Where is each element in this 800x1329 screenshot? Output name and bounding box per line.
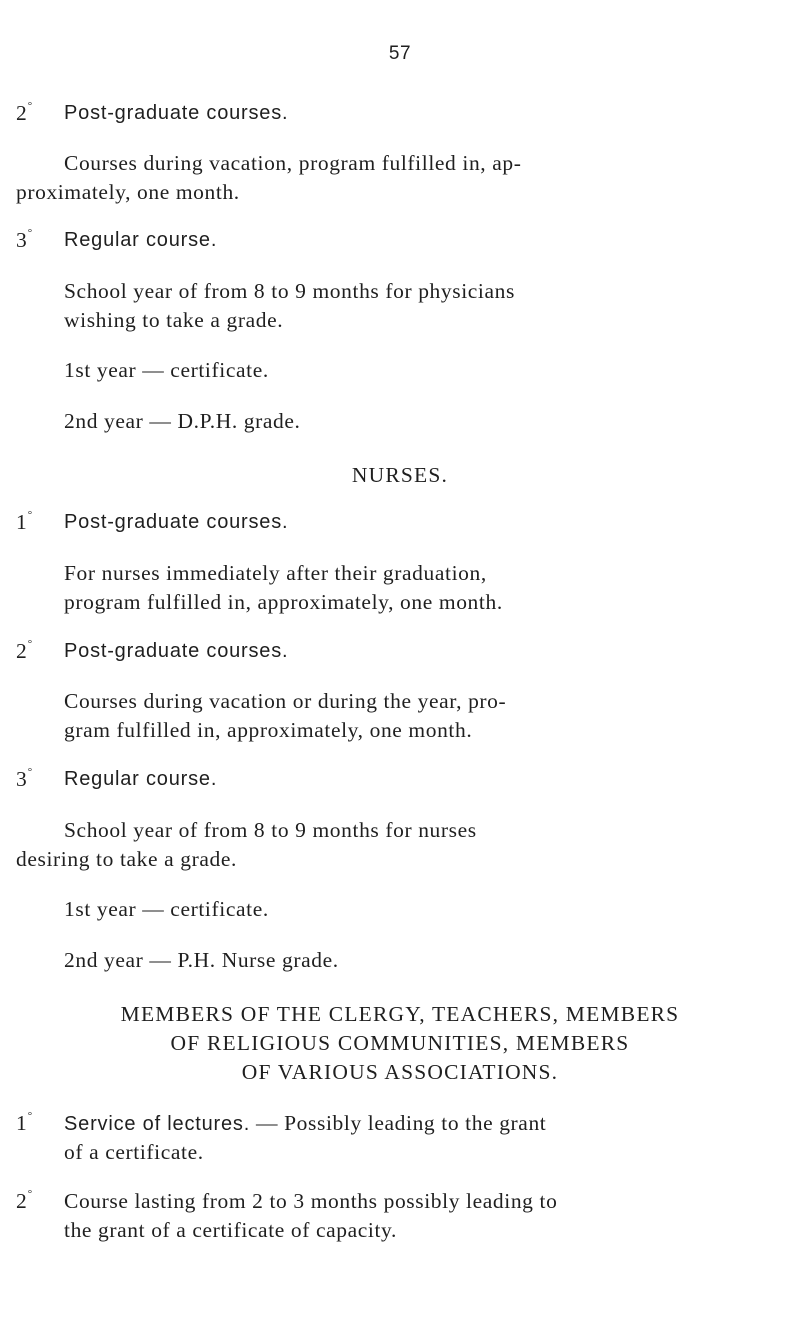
item-text-line: School year of from 8 to 9 months for nurses xyxy=(64,818,477,842)
item-number: 1° xyxy=(16,1110,33,1135)
item-text-line: 2nd year — D.P.H. grade. xyxy=(64,409,301,433)
item-number: 2° xyxy=(16,638,33,663)
item-text-line: 2nd year — P.H. Nurse grade. xyxy=(64,948,339,972)
item-heading: Regular course. xyxy=(64,768,218,790)
item-heading: Regular course. xyxy=(64,229,218,251)
item-heading: Post-graduate courses. xyxy=(64,102,289,124)
item-number: 2° xyxy=(16,1188,33,1213)
item-text: — Possibly leading to the grant xyxy=(250,1111,547,1135)
item-heading: Post-graduate courses. xyxy=(64,511,289,533)
item-text-line: Course lasting from 2 to 3 months possibly leading to xyxy=(64,1189,558,1213)
item-text-line: School year of from 8 to 9 months for physicians xyxy=(64,279,515,303)
item-text-line: For nurses immediately after their graduation, xyxy=(64,561,487,585)
item-line xyxy=(64,1113,546,1135)
item-text-line: gram fulfilled in, approximately, one month. xyxy=(64,718,473,742)
section-title-clergy-line: OF VARIOUS ASSOCIATIONS. xyxy=(241,1060,559,1084)
item-text-line: 1st year — certificate. xyxy=(64,897,269,921)
section-title-clergy-line: MEMBERS OF THE CLERGY, TEACHERS, MEMBERS xyxy=(120,1002,680,1026)
item-text-line: the grant of a certificate of capacity. xyxy=(64,1218,397,1242)
item-heading: Service of lectures. xyxy=(64,1113,251,1135)
item-text-line: Courses during vacation, program fulfilled in, ap- xyxy=(64,151,522,175)
item-text-line: program fulfilled in, approximately, one month. xyxy=(64,590,503,614)
item-text-line: desiring to take a grade. xyxy=(16,847,237,871)
item-text-line: Courses during vacation or during the year, pro- xyxy=(64,689,507,713)
item-number: 3° xyxy=(16,766,33,791)
item-number: 2° xyxy=(16,100,33,125)
section-title-nurses: NURSES. xyxy=(351,463,449,487)
item-number: 3° xyxy=(16,227,33,252)
item-number: 1° xyxy=(16,509,33,534)
item-text-line: proximately, one month. xyxy=(16,180,240,204)
page-number: 57 xyxy=(388,43,412,64)
item-text-line: wishing to take a grade. xyxy=(64,308,284,332)
item-heading: Post-graduate courses. xyxy=(64,640,289,662)
item-text-line: of a certificate. xyxy=(64,1140,204,1164)
item-text-line: 1st year — certificate. xyxy=(64,358,269,382)
section-title-clergy-line: OF RELIGIOUS COMMUNITIES, MEMBERS xyxy=(170,1031,630,1055)
